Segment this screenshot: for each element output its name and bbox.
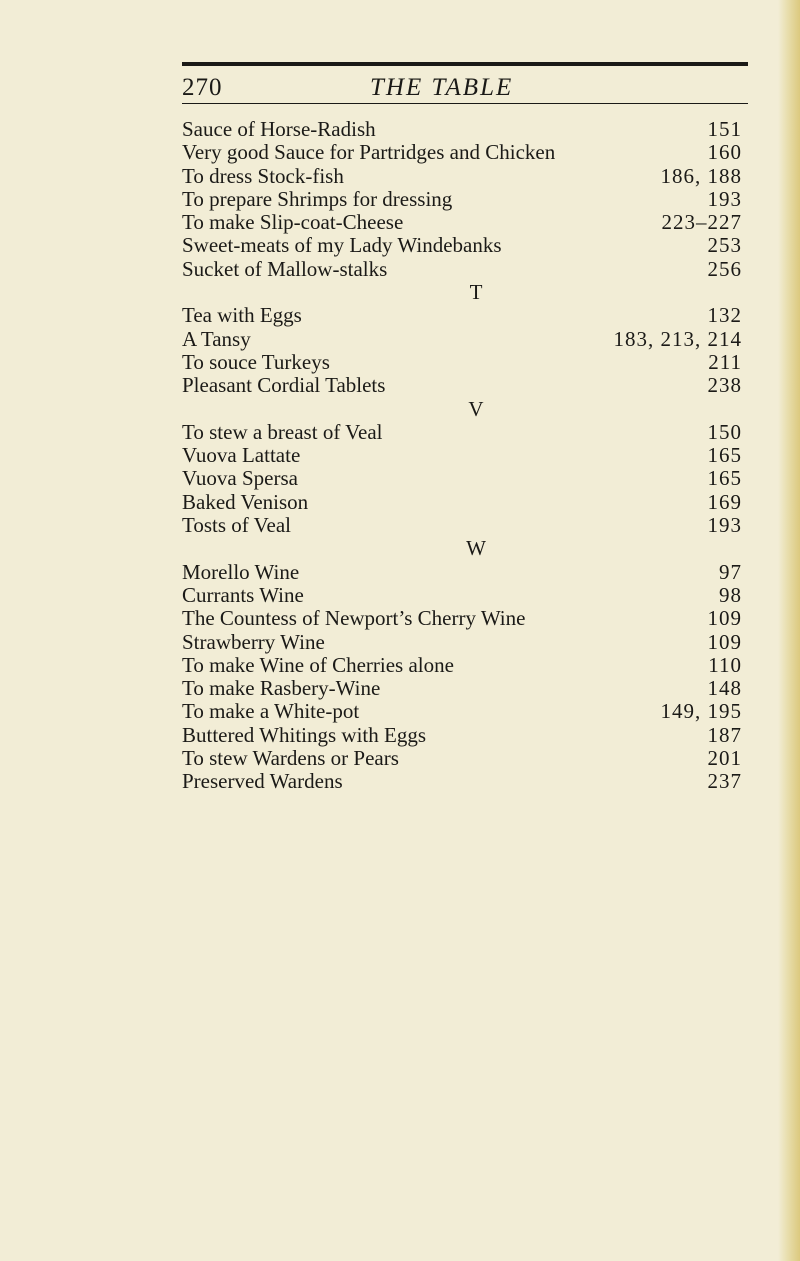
index-entry	[182, 677, 742, 700]
entry-title: Buttered Whitings with Eggs	[182, 722, 427, 747]
index-entry	[182, 118, 742, 141]
entry-pages: 186, 188	[660, 163, 742, 188]
index-entry	[182, 421, 742, 444]
index-entry	[182, 770, 742, 793]
entry-pages: 150	[707, 419, 742, 444]
index-entry	[182, 654, 742, 677]
index-entry	[182, 188, 742, 211]
entry-pages: 253	[707, 233, 742, 258]
entry-title: To make Slip-coat-Cheese	[182, 210, 404, 235]
index-entry	[182, 258, 742, 281]
entry-pages: 165	[707, 443, 742, 468]
index-entry	[182, 561, 742, 584]
entry-title: Preserved Wardens	[182, 769, 343, 794]
entry-pages: 237	[707, 769, 742, 794]
index-entry	[182, 631, 742, 654]
entry-pages: 110	[708, 652, 742, 677]
running-title: THE TABLE	[370, 74, 514, 101]
index-entry	[182, 467, 742, 490]
index-entry	[182, 700, 742, 723]
entry-pages: 223–227	[661, 210, 742, 235]
index-entry	[182, 724, 742, 747]
entry-pages: 148	[707, 676, 742, 701]
entry-title: Currants Wine	[182, 582, 304, 607]
index-entry	[182, 141, 742, 164]
entry-pages: 109	[707, 629, 742, 654]
entry-title: To stew Wardens or Pears	[182, 746, 399, 771]
index-entry	[182, 747, 742, 770]
section-letter: W	[466, 536, 486, 561]
entry-title: Vuova Lattate	[182, 443, 301, 468]
entry-pages: 165	[707, 466, 742, 491]
index-entry	[182, 584, 742, 607]
entry-title: To prepare Shrimps for dressing	[182, 186, 453, 211]
entry-title: The Countess of Newport’s Cherry Wine	[182, 606, 526, 631]
entry-title: Baked Venison	[182, 489, 309, 514]
entry-title: To make Wine of Cherries alone	[182, 652, 454, 677]
index-entry	[182, 328, 742, 351]
entry-pages: 193	[707, 513, 742, 538]
entry-title: Strawberry Wine	[182, 629, 325, 654]
entry-title: To stew a breast of Veal	[182, 419, 383, 444]
entry-title: To souce Turkeys	[182, 349, 330, 374]
entry-title: Morello Wine	[182, 559, 300, 584]
entry-title: To dress Stock-fish	[182, 163, 344, 188]
entry-pages: 132	[707, 303, 742, 328]
index-list	[182, 118, 742, 794]
entry-pages: 211	[708, 349, 742, 374]
entry-pages: 187	[707, 722, 742, 747]
index-entry	[182, 234, 742, 257]
page-edge	[778, 0, 800, 1261]
entry-title: To make a White-pot	[182, 699, 360, 724]
entry-pages: 238	[707, 373, 742, 398]
entry-pages: 97	[719, 559, 742, 584]
index-entry	[182, 514, 742, 537]
index-entry	[182, 491, 742, 514]
entry-title: Sucket of Mallow-stalks	[182, 256, 388, 281]
index-entry	[182, 374, 742, 397]
entry-pages: 183, 213, 214	[613, 326, 742, 351]
header-rule	[182, 103, 748, 104]
entry-title: To make Rasbery-Wine	[182, 676, 381, 701]
page-header	[182, 74, 748, 104]
entry-title: Tosts of Veal	[182, 513, 291, 538]
entry-pages: 256	[707, 256, 742, 281]
entry-pages: 98	[719, 582, 742, 607]
entry-title: Very good Sauce for Partridges and Chicken	[182, 140, 556, 165]
page-number: 270	[182, 74, 223, 101]
index-entry	[182, 607, 742, 630]
entry-pages: 169	[707, 489, 742, 514]
entry-title: Pleasant Cordial Tablets	[182, 373, 386, 398]
entry-pages: 151	[707, 117, 742, 141]
entry-pages: 201	[707, 746, 742, 771]
index-entry	[182, 444, 742, 467]
index-entry	[182, 351, 742, 374]
entry-pages: 193	[707, 186, 742, 211]
entry-pages: 109	[707, 606, 742, 631]
entry-title: Tea with Eggs	[182, 303, 302, 328]
top-rule	[182, 62, 748, 66]
entry-title: Vuova Spersa	[182, 466, 298, 491]
entry-title: A Tansy	[182, 326, 251, 351]
entry-title: Sauce of Horse-Radish	[182, 117, 376, 141]
index-entry	[182, 304, 742, 327]
section-letter: V	[468, 396, 484, 421]
entry-pages: 149, 195	[660, 699, 742, 724]
entry-pages: 160	[707, 140, 742, 165]
entry-title: Sweet-meats of my Lady Windebanks	[182, 233, 502, 258]
index-entry	[182, 211, 742, 234]
section-letter: T	[469, 280, 483, 305]
index-entry	[182, 165, 742, 188]
